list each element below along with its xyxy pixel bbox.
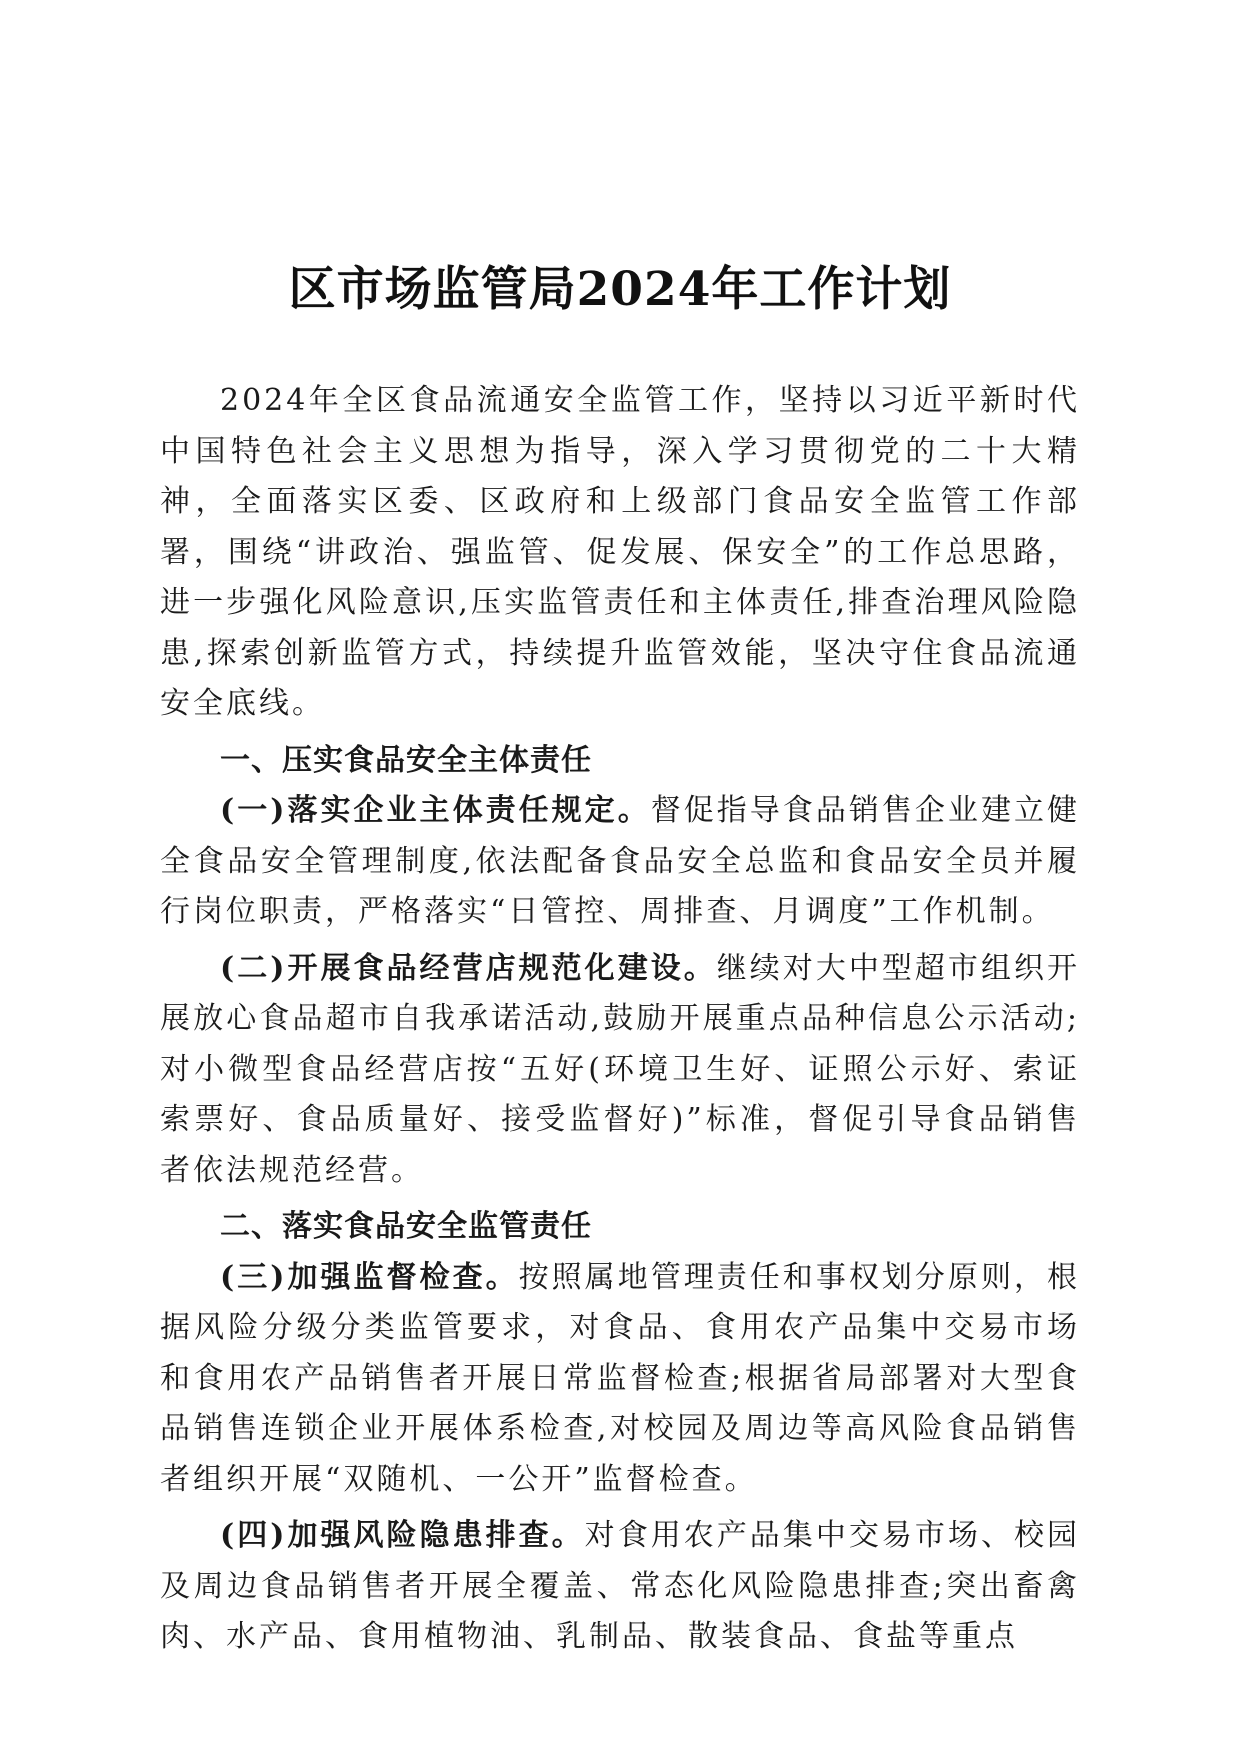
intro-paragraph: 2024年全区食品流通安全监管工作，坚持以习近平新时代中国特色社会主义思想为指导，深入学习贯彻党的二十大精神，全面落实区委、区政府和上级部门食品安全监管工作部署，围绕“讲政治、强监管、促发展、保安全”的工作总思路，进一步强化风险意识,压实监管责任和主体责任,排查治理风险隐患,探索创新监管方式，持续提升监管效能，坚决守住食品流通安全底线。 — [160, 383, 1080, 721]
section-1-item-1 — [160, 786, 1080, 938]
section-heading-1: 一、压实食品安全主体责任 — [220, 742, 592, 778]
item-lead: (四)加强风险隐患排查。 — [220, 1518, 585, 1553]
section-1-item-2 — [160, 944, 1080, 1197]
section-2-item-2 — [160, 1511, 1080, 1663]
document-body — [160, 376, 1080, 1669]
item-text: 对食用农产品集中交易市场、校园及周边食品销售者开展全覆盖、常态化风险隐患排查;突出畜禽肉、水产品、食用植物油、乳制品、散装食品、食盐等重点 — [160, 1518, 1080, 1654]
document-title: 区市场监管局2024年工作计划 — [288, 262, 952, 317]
item-text: 按照属地管理责任和事权划分原则，根据风险分级分类监管要求，对食品、食用农产品集中交易市场和食用农产品销售者开展日常监督检查;根据省局部署对大型食品销售连锁企业开展体系检查,对校园及周边等高风险食品销售者组织开展“双随机、一公开”监督检查。 — [160, 1259, 1080, 1497]
item-text: 继续对大中型超市组织开展放心食品超市自我承诺活动,鼓励开展重点品种信息公示活动;对小微型食品经营店按“五好(环境卫生好、证照公示好、索证索票好、食品质量好、接受监督好)”标准，督促引导食品销售者依法规范经营。 — [160, 950, 1080, 1188]
item-lead: (三)加强监督检查。 — [220, 1259, 519, 1295]
section-heading-2: 二、落实食品安全监管责任 — [220, 1209, 592, 1244]
item-text: 督促指导食品销售企业建立健全食品安全管理制度,依法配备食品安全总监和食品安全员并履行岗位职责，严格落实“日管控、周排查、月调度”工作机制。 — [160, 793, 1080, 929]
item-lead: (二)开展食品经营店规范化建设。 — [220, 950, 717, 986]
item-lead: (一)落实企业主体责任规定。 — [220, 793, 651, 828]
section-2-item-1 — [160, 1253, 1080, 1506]
